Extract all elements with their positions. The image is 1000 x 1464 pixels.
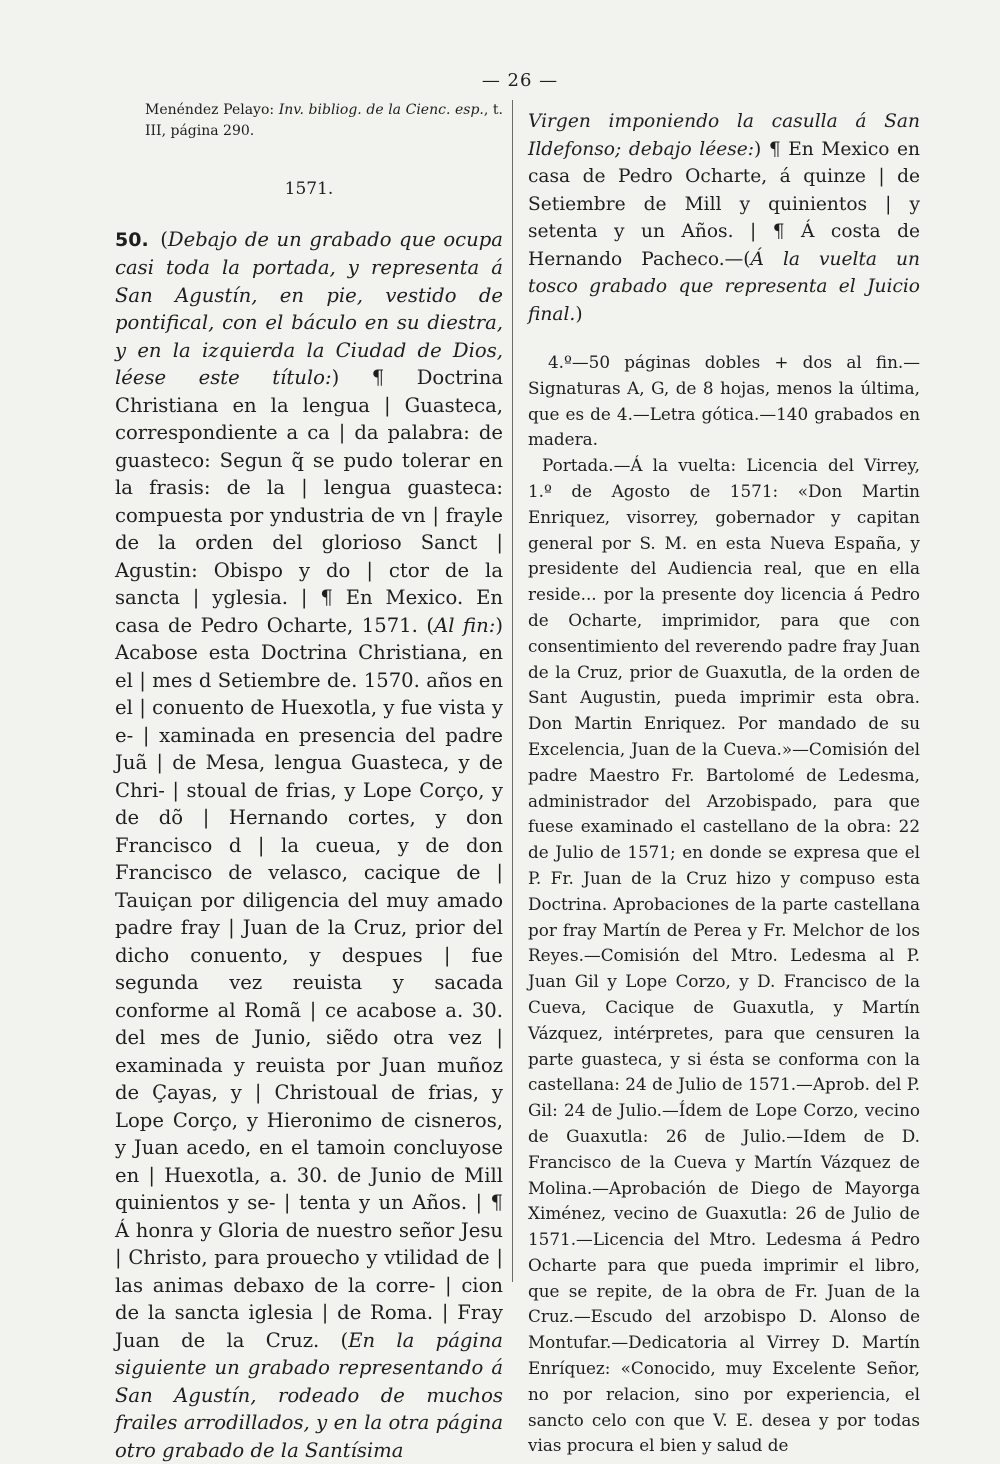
column-divider [512, 100, 513, 1282]
entry-continuation [528, 108, 920, 328]
entry-open-paren: ( [160, 228, 168, 251]
reference-author: Menéndez Pelayo: [145, 102, 279, 118]
entry-colophon: ) Acabose esta Doctrina Christiana, en el | mes d Setiembre de. 1570. años en el | conuento de Huexotla, y fue vista y e- | xaminada en presencia del padre Juã | de Mesa, lengua Guasteca, y de Chri- | stoual de frias, y Lope Corço, y de dõ | Hernando cortes, y don Francisco d | la cueua, y de don Francisco de velasco, cacique de | Tauiçan por diligencia del muy amado padre fray | Juan de la Cruz, prior del dicho conuento, y despues | fue segunda vez reuista y sacada conforme al Romã | ce acabose a. 30. del mes de Junio, siẽdo otra vez | examinada y reuista por Juan muñoz de Çayas, y | Christoual de frias, y Lope Corço, y Hieronimo de cisneros, y Juan acedo, en el tamoin concluyose en | Huexotla, a. 30. de Junio de Mill quinientos y se- | tenta y un Años. | ¶ Á honra y Gloria de nuestro señor Jesu | Christo, para prouecho y vtilidad de | las animas debaxo de la corre- | cion de la sancta iglesia | de Roma. | Fray Juan de la Cruz. ( [115, 614, 503, 1352]
entry-caption-2: En la página siguiente un grabado representando á San Agustín, rodeado de muchos frailes arrodillados, y en la otra página otro grabado de la Santísima [115, 1329, 503, 1462]
reference-work: Inv. bibliog. de la Cienc. esp. [279, 102, 484, 118]
bibliographic-reference [145, 100, 503, 142]
year-heading: 1571. [115, 176, 503, 204]
reference-rest: , t. III, página 290. [145, 102, 503, 139]
physical-description: 4.º—50 páginas dobles + dos al fin.—Signaturas A, G, de 8 hojas, menos la última, que es de 4.—Letra gótica.—140 grabados en madera. [528, 350, 920, 453]
continuation-text: ) ¶ En Mexico en casa de Pedro Ocharte, á quinze | de Setiembre de Mill y quinientos | y setenta y un Años. | ¶ Á costa de Hernando Pacheco.— [528, 139, 920, 270]
page-number: — 26 — [470, 70, 570, 91]
back-caption: Á la vuelta un tosco grabado que representa el Juicio final. [528, 249, 920, 325]
left-column [115, 100, 503, 1464]
back-open-paren: ( [743, 249, 750, 270]
entry-number: 50. [115, 229, 149, 251]
entry-title-text: ) ¶ Doctrina Christiana en la lengua | Guasteca, correspondiente a ca | da palabra: de guasteco: Segun q̃ se pudo tolerar en la frasis: de la | lengua guasteca: compuesta por yndustria de vn | frayle de la orden del glorioso Sanct | Agustin: Obispo y do | ctor de la sancta | yglesia. | ¶ En Mexico. En casa de Pedro Ocharte, 1571. ( [115, 366, 503, 637]
catalog-entry-50 [115, 226, 503, 1464]
description-block [528, 350, 920, 1459]
back-close-paren: ) [575, 304, 582, 325]
continuation-caption: Virgen imponiendo la casulla á San Ildefonso; debajo léese: [528, 111, 920, 160]
right-column [528, 108, 920, 1459]
entry-caption: Debajo de un grabado que ocupa casi toda la portada, y representa á San Agustín, en pie, vestido de pontifical, con el báculo en su diestra, y en la izquierda la Ciudad de Dios, léese este título: [115, 228, 503, 390]
entry-al-fin: Al fin: [434, 614, 495, 637]
contents-description: Portada.—Á la vuelta: Licencia del Virrey, 1.º de Agosto de 1571: «Don Martin Enriquez, visorrey, gobernador y capitan general por S. M. en esta Nueva España, y presidente del Audiencia real, que en ella reside... por la presente doy licencia á Pedro de Ocharte, imprimidor, para que con consentimiento del reverendo padre fray Juan de la Cruz, prior de Guaxutla, de la orden de Sant Augustin, pueda imprimir esta obra. Don Martin Enriquez. Por mandado de su Excelencia, Juan de la Cueva.»—Comisión del padre Maestro Fr. Bartolomé de Ledesma, administrador del Arzobispado, para que fuese examinado el castellano de la obra: 22 de Julio de 1571; en donde se expresa que el P. Fr. Juan de la Cruz hizo y compuso esta Doctrina. Aprobaciones de la parte castellana por fray Martín de Perea y Fr. Melchor de los Reyes.—Comisión del Mtro. Ledesma al P. Juan Gil y Lope Corzo, y D. Francisco de la Cueva, Cacique de Guaxutla, y Martín Vázquez, intérpretes, para que censuren la parte guasteca, y si ésta se conforma con la castellana: 24 de Julio de 1571.—Aprob. del P. Gil: 24 de Julio.—Ídem de Lope Corzo, vecino de Guaxutla: 26 de Julio.—Idem de D. Francisco de la Cueva y Martín Vázquez de Molina.—Aprobación de Diego de Mayorga Ximénez, vecino de Guaxutla: 26 de Julio de 1571.—Licencia del Mtro. Ledesma á Pedro Ocharte para que pueda imprimir el libro, que se repite, de la obra de Fr. Juan de la Cruz.—Escudo del arzobispo D. Alonso de Montufar.—Dedicatoria al Virrey D. Martín Enríquez: «Conocido, muy Excelente Señor, no por relacion, sino por experiencia, el sancto celo con que V. E. desea y por todas vias procura el bien y salud de [528, 453, 920, 1459]
